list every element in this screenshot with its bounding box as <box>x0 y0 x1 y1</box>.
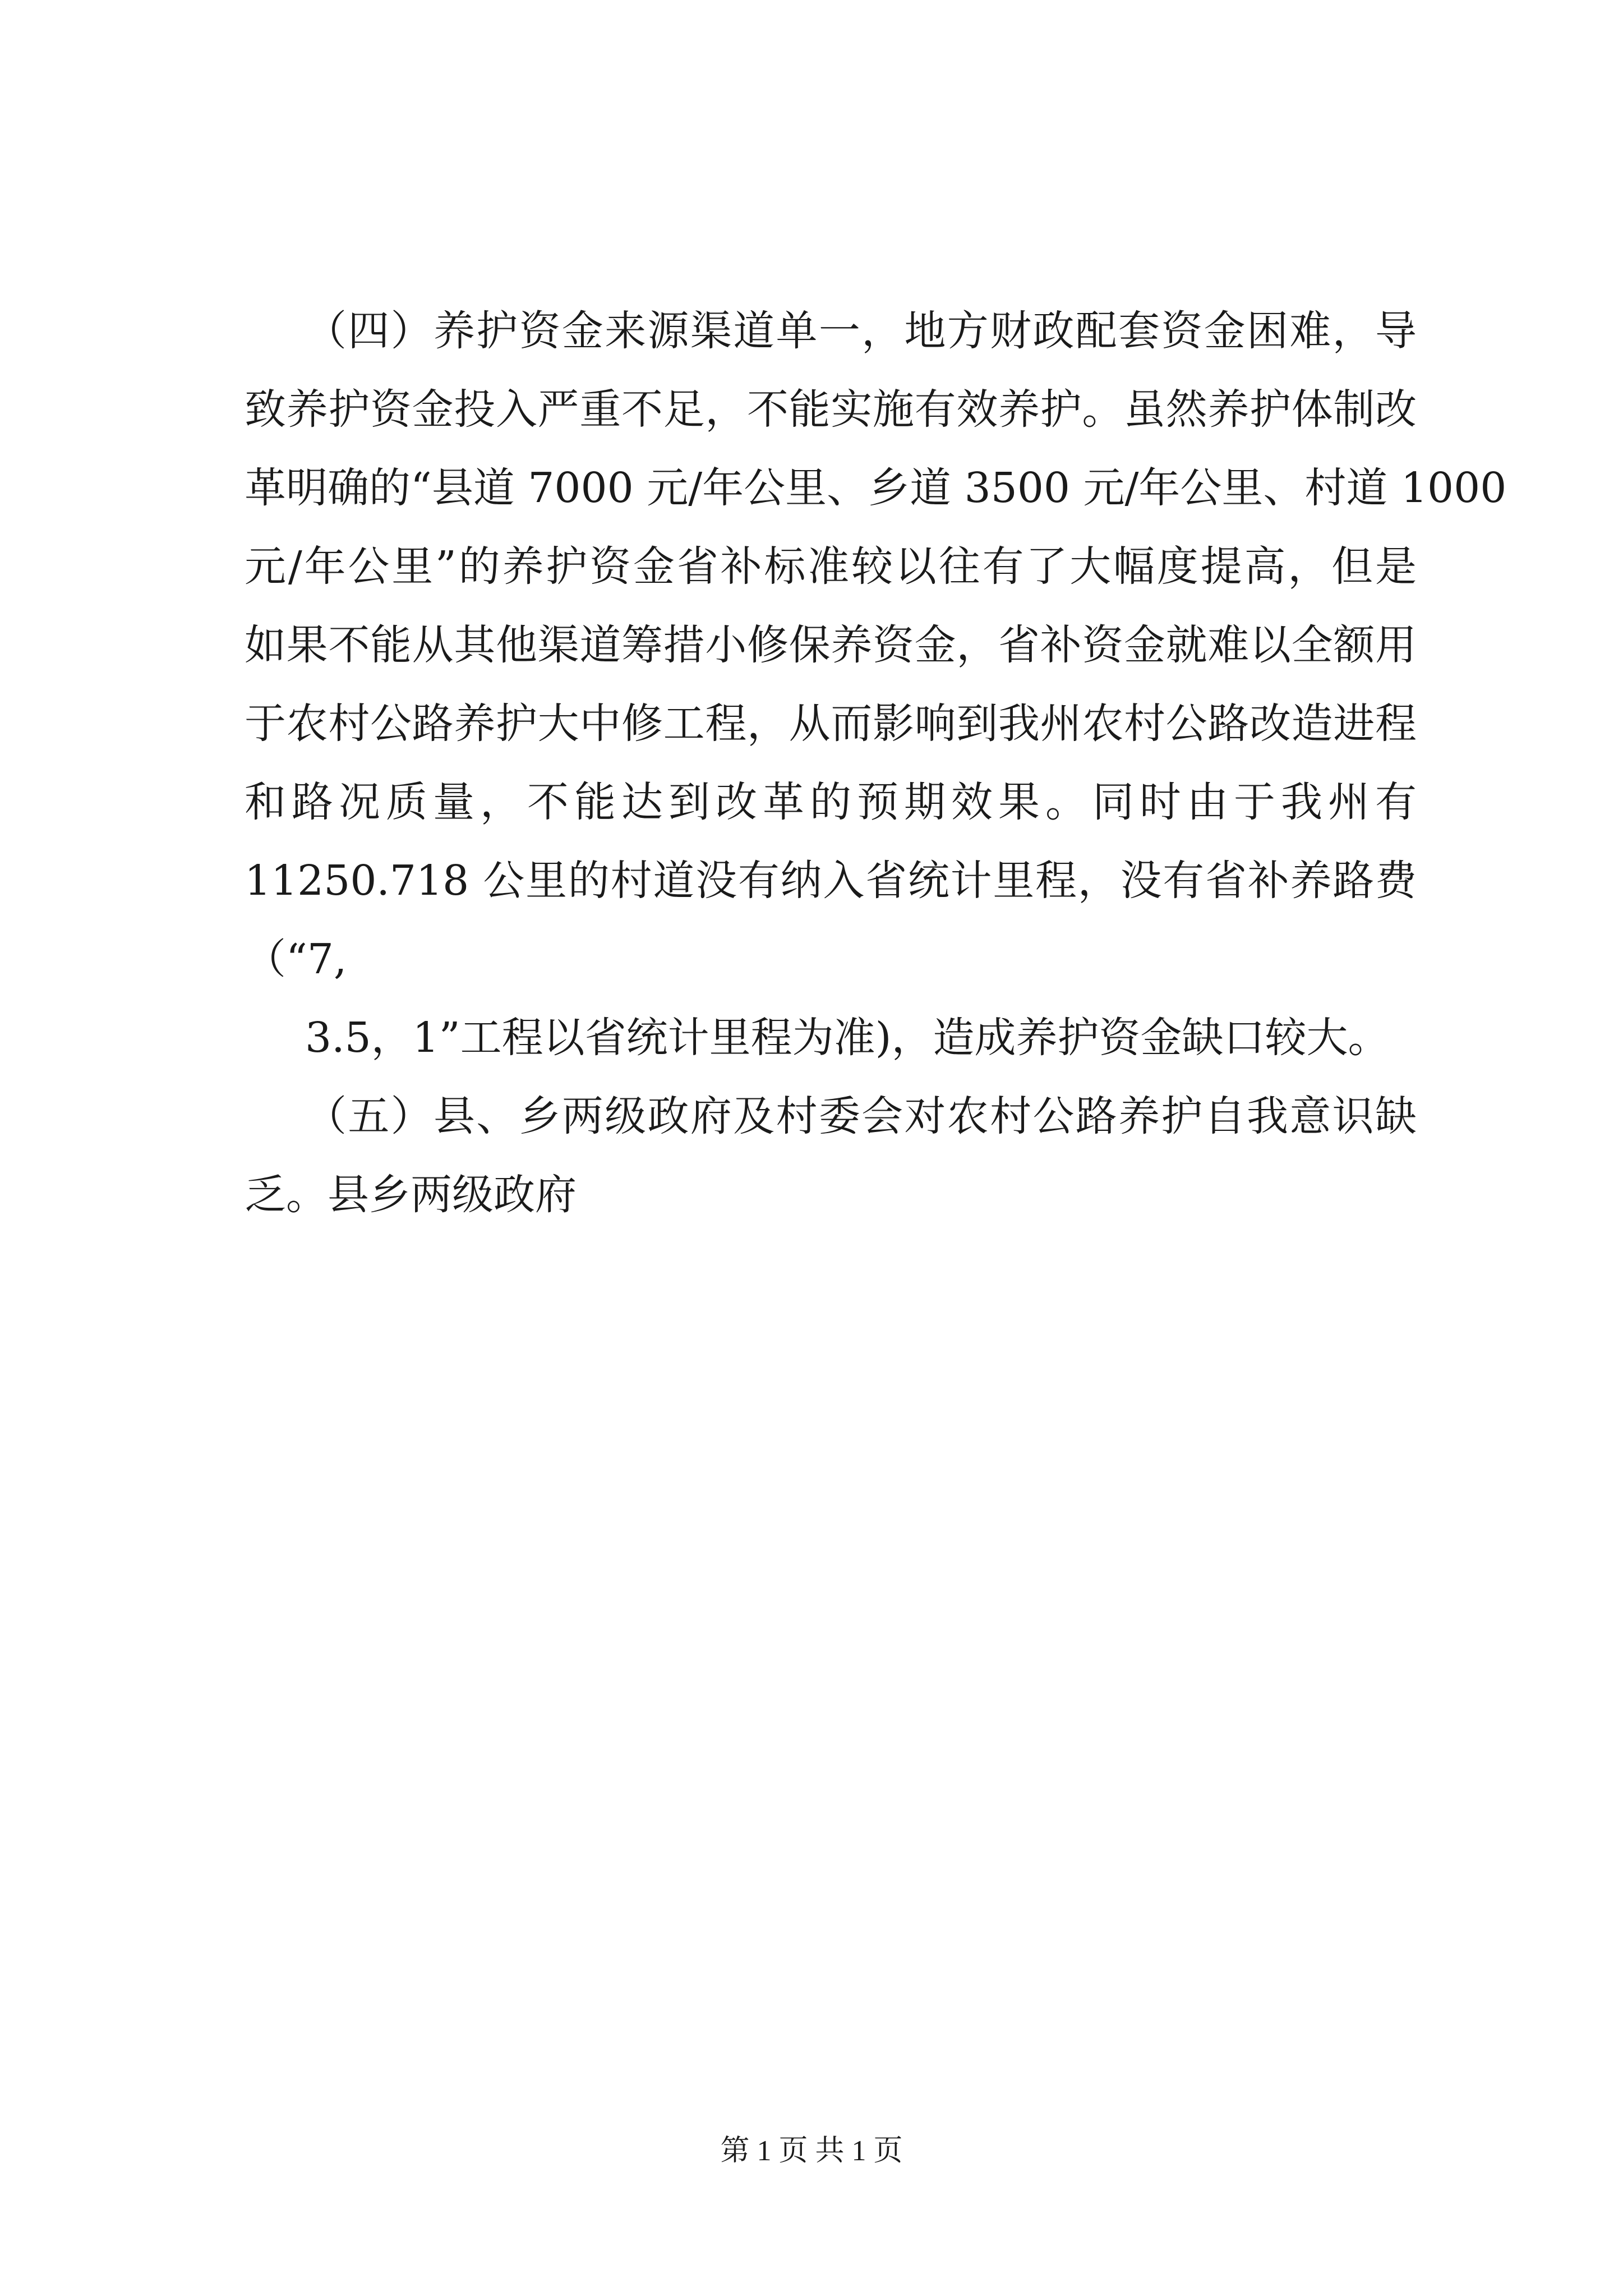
paragraph-line: 革明确的“县道 7000 元/年公里、乡道 3500 元/年公里、村道 1000 <box>245 464 1507 512</box>
paragraph-line: （四）养护资金来源渠道单一，地方财政配套资金困难，导 <box>305 307 1417 355</box>
paragraph-4-continuation <box>245 999 1417 1077</box>
paragraph-line: 11250.718 公里的村道没有纳入省统计里程，没有省补养路费 <box>245 857 1417 905</box>
paragraph-4 <box>245 292 1507 999</box>
paragraph-line: （五）县、乡两级政府及村委会对农村公路养护自我意识缺 <box>305 1092 1417 1140</box>
paragraph-5 <box>245 1077 1417 1234</box>
paragraph-line: 于农村公路养护大中修工程，从而影响到我州农村公路改造进程 <box>245 700 1417 748</box>
page-number-footer: 第 1 页 共 1 页 <box>720 2135 903 2167</box>
document-body <box>245 292 1507 1234</box>
paragraph-line: 乏。县乡两级政府 <box>245 1171 577 1219</box>
paragraph-line: 3.5，1”工程以省统计里程为准)，造成养护资金缺口较大。 <box>305 1014 1390 1062</box>
paragraph-line: 致养护资金投入严重不足，不能实施有效养护。虽然养护体制改 <box>245 385 1417 434</box>
paragraph-line: （“7, <box>245 935 347 983</box>
paragraph-line: 如果不能从其他渠道筹措小修保养资金，省补资金就难以全额用 <box>245 621 1417 669</box>
paragraph-line: 和路况质量，不能达到改革的预期效果。同时由于我州有 <box>245 778 1417 826</box>
paragraph-line: 元/年公里”的养护资金省补标准较以往有了大幅度提高，但是 <box>245 542 1417 591</box>
